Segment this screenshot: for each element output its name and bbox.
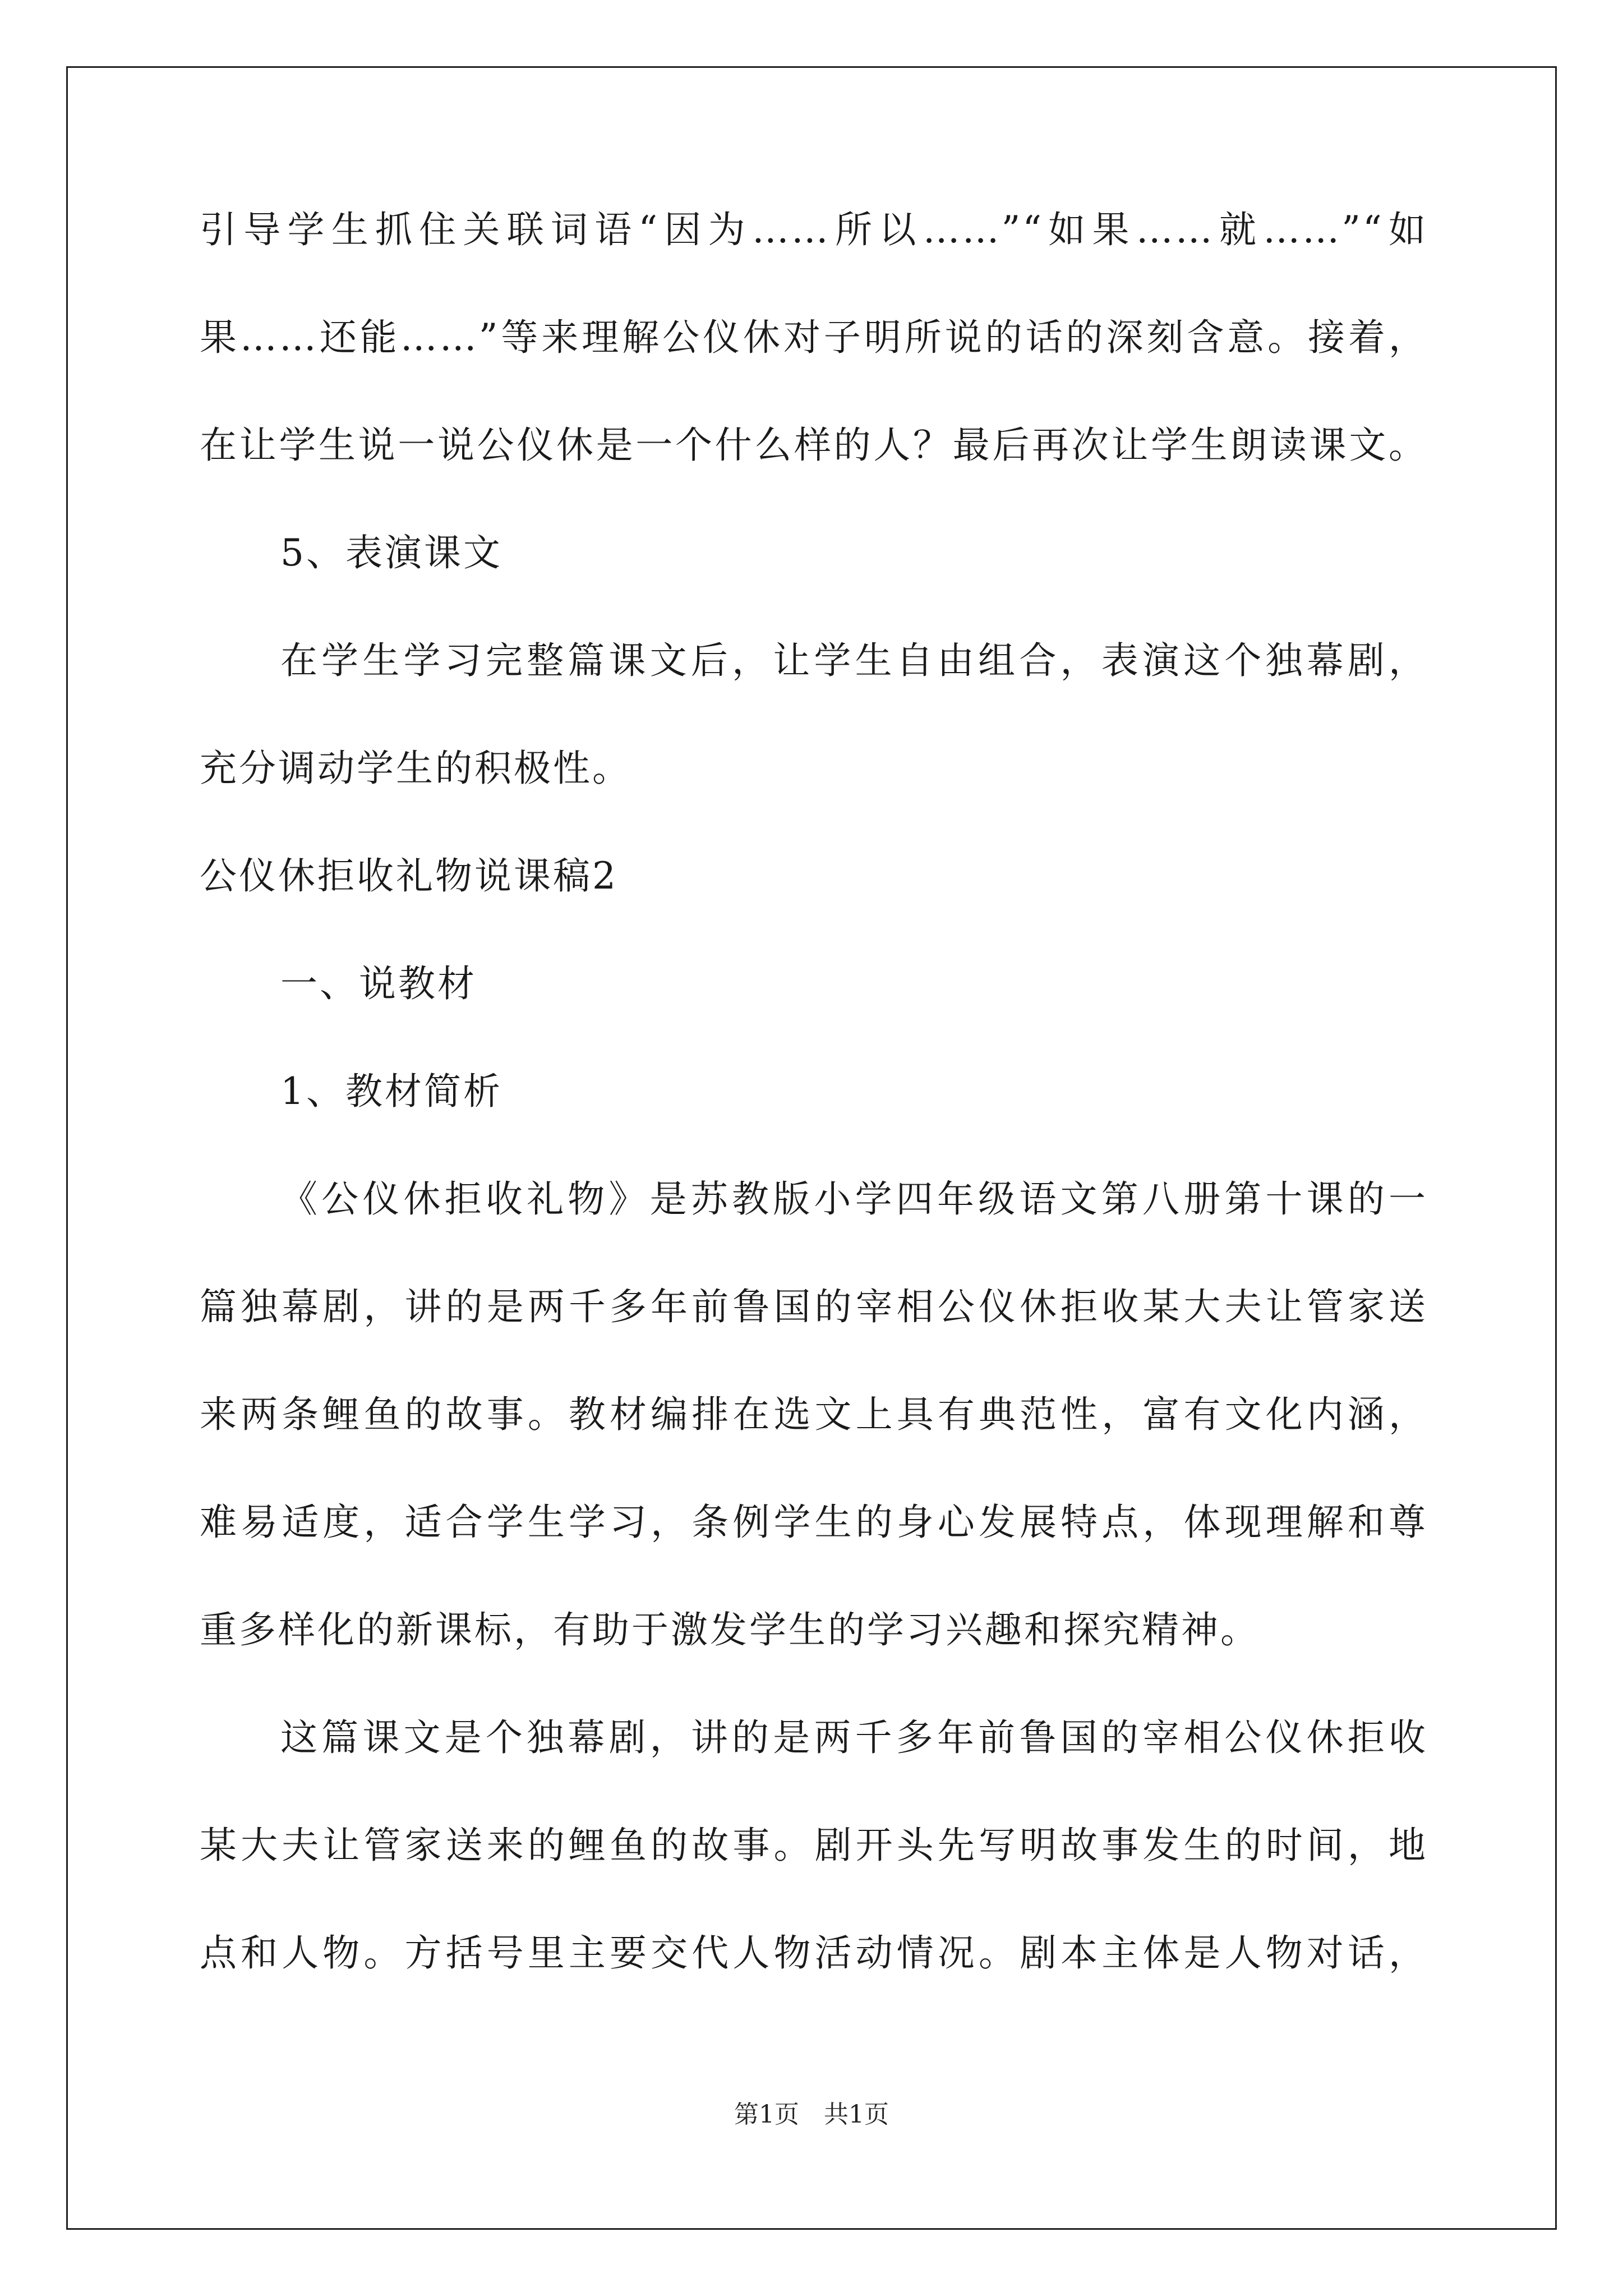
paragraph-line: 重多样化的新课标，有助于激发学生的学习兴趣和探究精神。 <box>200 1608 1260 1651</box>
page-border <box>66 66 1557 2230</box>
paragraph-line: 在学生学习完整篇课文后，让学生自由组合，表演这个独幕剧， <box>280 639 1428 682</box>
paragraph-line: 某大夫让管家送来的鲤鱼的故事。剧开头先写明故事发生的时间，地 <box>200 1824 1428 1867</box>
section-heading: 一、说教材 <box>280 962 477 1005</box>
paragraph-line: 在让学生说一说公仪休是一个什么样的人？最后再次让学生朗读课文。 <box>200 424 1428 467</box>
paragraph-line: 来两条鲤鱼的故事。教材编排在选文上具有典范性，富有文化内涵， <box>200 1393 1428 1436</box>
paragraph-line: 果……还能……”等来理解公仪休对子明所说的话的深刻含意。接着， <box>200 316 1428 359</box>
paragraph-line: 这篇课文是个独幕剧，讲的是两千多年前鲁国的宰相公仪休拒收 <box>280 1716 1428 1759</box>
section-heading: 5、表演课文 <box>280 531 502 574</box>
paragraph-line: 难易适度，适合学生学习，条例学生的身心发展特点，体现理解和尊 <box>200 1501 1428 1544</box>
paragraph-line: 充分调动学生的积极性。 <box>200 747 631 790</box>
paragraph-line: 引导学生抓住关联词语“因为……所以……”“如果……就……”“如 <box>200 208 1428 251</box>
paragraph-line: 《公仪休拒收礼物》是苏教版小学四年级语文第八册第十课的一 <box>280 1177 1428 1221</box>
page-footer: 第1页 共1页 <box>734 2100 889 2129</box>
paragraph-line: 点和人物。方括号里主要交代人物活动情况。剧本主体是人物对话， <box>200 1931 1428 1975</box>
document-title: 公仪休拒收礼物说课稿2 <box>200 854 618 898</box>
section-heading: 1、教材简析 <box>280 1070 502 1113</box>
paragraph-line: 篇独幕剧，讲的是两千多年前鲁国的宰相公仪休拒收某大夫让管家送 <box>200 1285 1428 1328</box>
